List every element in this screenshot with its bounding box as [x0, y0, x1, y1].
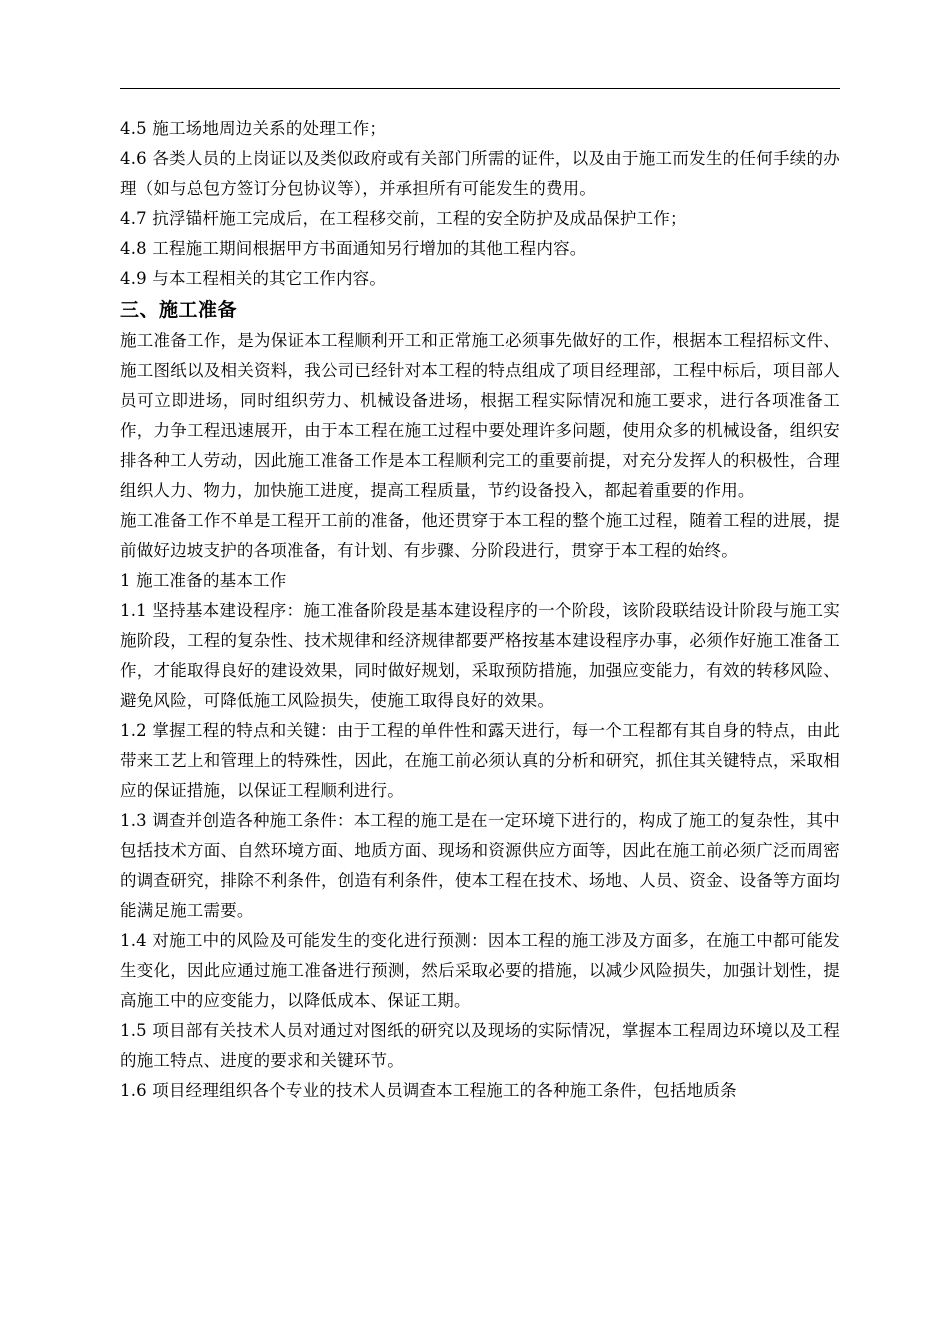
paragraph-preparation-throughout: 施工准备工作不单是工程开工前的准备，他还贯穿于本工程的整个施工过程，随着工程的进展，提前做好边坡支护的各项准备，有计划、有步骤、分阶段进行，贯穿于本工程的始终。 [120, 511, 840, 560]
header-rule [120, 88, 840, 89]
paragraph-4-8: 4.8 工程施工期间根据甲方书面通知另行增加的其他工程内容。 [120, 239, 587, 258]
section-heading-construction-preparation: 三、施工准备 [120, 299, 238, 321]
paragraph-1-2: 1.2 掌握工程的特点和关键：由于工程的单件性和露天进行，每一个工程都有其自身的特点，由此带来工艺上和管理上的特殊性，因此，在施工前必须认真的分析和研究，抓住其关键特点，采取相应的保证措施，以保证工程顺利进行。 [120, 721, 840, 800]
paragraph-1-6: 1.6 项目经理组织各个专业的技术人员调查本工程施工的各种施工条件，包括地质条 [120, 1081, 737, 1100]
paragraph-1-5: 1.5 项目部有关技术人员对通过对图纸的研究以及现场的实际情况，掌握本工程周边环境以及工程的施工特点、进度的要求和关键环节。 [120, 1021, 840, 1070]
paragraph-1-1: 1.1 坚持基本建设程序：施工准备阶段是基本建设程序的一个阶段，该阶段联结设计阶段与施工实施阶段，工程的复杂性、技术规律和经济规律都要严格按基本建设程序办事，必须作好施工准备工作，才能取得良好的建设效果，同时做好规划，采取预防措施，加强应变能力，有效的转移风险、避免风险，可降低施工风险损失，使施工取得良好的效果。 [120, 601, 840, 710]
document-body [120, 114, 840, 1106]
paragraph-1-3: 1.3 调查并创造各种施工条件：本工程的施工是在一定环境下进行的，构成了施工的复杂性，其中包括技术方面、自然环境方面、地质方面、现场和资源供应方面等，因此在施工前必须广泛而周密的调查研究，排除不利条件，创造有利条件，使本工程在技术、场地、人员、资金、设备等方面均能满足施工需要。 [120, 811, 840, 920]
paragraph-4-6: 4.6 各类人员的上岗证以及类似政府或有关部门所需的证件，以及由于施工而发生的任何手续的办理（如与总包方签订分包协议等），并承担所有可能发生的费用。 [120, 149, 840, 198]
paragraph-1-4: 1.4 对施工中的风险及可能发生的变化进行预测：因本工程的施工涉及方面多，在施工中都可能发生变化，因此应通过施工准备进行预测，然后采取必要的措施，以减少风险损失，加强计划性，提高施工中的应变能力，以降低成本、保证工期。 [120, 931, 840, 1010]
paragraph-4-7: 4.7 抗浮锚杆施工完成后，在工程移交前，工程的安全防护及成品保护工作； [120, 209, 687, 228]
subheading-basic-work: 1 施工准备的基本工作 [120, 571, 287, 590]
paragraph-4-9: 4.9 与本工程相关的其它工作内容。 [120, 269, 387, 288]
paragraph-4-5: 4.5 施工场地周边关系的处理工作； [120, 119, 387, 138]
paragraph-preparation-intro: 施工准备工作，是为保证本工程顺利开工和正常施工必须事先做好的工作，根据本工程招标文件、施工图纸以及相关资料，我公司已经针对本工程的特点组成了项目经理部，工程中标后，项目部人员可立即进场，同时组织劳力、机械设备进场，根据工程实际情况和施工要求，进行各项准备工作，力争工程迅速展开，由于本工程在施工过程中要处理许多问题，使用众多的机械设备，组织安排各种工人劳动，因此施工准备工作是本工程顺利完工的重要前提，对充分发挥人的积极性，合理组织人力、物力，加快施工进度，提高工程质量，节约设备投入，都起着重要的作用。 [120, 331, 840, 500]
